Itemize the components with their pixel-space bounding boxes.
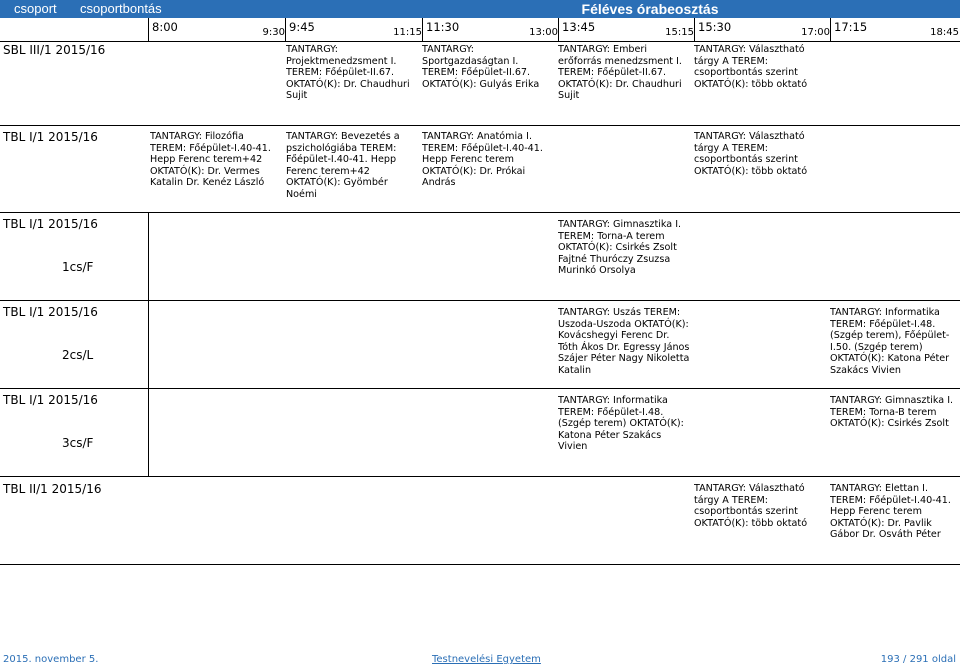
slot-end: 17:00 — [801, 27, 830, 38]
time-header — [148, 18, 960, 41]
label-divider — [148, 388, 149, 476]
schedule-entry[interactable]: TANTÁRGY: Úszás TEREM: Uszoda-Uszoda OKTATÓ(K): Kovácshegyi Ferenc Dr. Tóth Ákos Dr. Egressy János Szájer Péter Nagy Nikoletta Katalin — [558, 307, 690, 376]
schedule-entry[interactable]: TANTÁRGY: Emberi erőforrás menedzsment I. TEREM: Főépület-II.67. OKTATÓ(K): Dr. Chaudhuri Sujit — [558, 44, 682, 102]
schedule-entry[interactable]: TANTÁRGY: Projektmenedzsment I. TEREM: Főépület-II.67. OKTATÓ(K): Dr. Chaudhuri Sujit — [286, 44, 410, 102]
time-slot — [422, 18, 559, 41]
row-label: TBL II/1 2015/16 — [3, 482, 102, 496]
slot-start: 9:45 — [289, 20, 315, 34]
slot-start: 15:30 — [698, 20, 732, 34]
schedule-entry[interactable]: TANTÁRGY: Gimnasztika I. TEREM: Torna-A terem OKTATÓ(K): Csirkés Zsolt Fajtné Thuróczy Zsuzsa Murinkó Orsolya — [558, 219, 682, 277]
row-divider — [0, 212, 960, 213]
schedule-entry[interactable]: TANTÁRGY: Élettan I. TEREM: Főépület-I.40-41. Hepp Ferenc terem OKTATÓ(K): Dr. Pavlik Gábor Dr. Osváth Péter — [830, 483, 951, 541]
schedule-entry[interactable]: TANTÁRGY: Anatómia I. TEREM: Főépület-I.40-41. Hepp Ferenc terem OKTATÓ(K): Dr. Prókai András — [422, 131, 543, 189]
schedule-entry[interactable]: TANTÁRGY: Informatika TEREM: Főépület-I.48. (Szgép terem), Főépület-I.50. (Szgép terem) OKTATÓ(K): Katona Péter Szakács Vivien — [830, 307, 950, 376]
slot-start: 13:45 — [562, 20, 596, 34]
row-divider — [0, 125, 960, 126]
schedule-entry[interactable]: TANTÁRGY: Választható tárgy A TEREM: csoportbontás szerint OKTATÓ(K): több oktató — [694, 131, 808, 177]
slot-start: 17:15 — [834, 20, 868, 34]
row-label: SBL III/1 2015/16 — [3, 43, 106, 57]
slot-end: 13:00 — [529, 27, 558, 38]
time-slot — [558, 18, 695, 41]
schedule-entry[interactable]: TANTÁRGY: Informatika TEREM: Főépület-I.48. (Szgép terem) OKTATÓ(K): Katona Péter Szakács Vivien — [558, 395, 684, 453]
label-divider — [148, 300, 149, 388]
row-label: TBL I/1 2015/16 — [3, 217, 98, 231]
slot-end: 9:30 — [262, 27, 285, 38]
row-divider — [0, 564, 960, 565]
time-slot — [830, 18, 960, 41]
slot-end: 18:45 — [930, 27, 959, 38]
label-divider — [148, 212, 149, 300]
schedule-entry[interactable]: TANTÁRGY: Gimnasztika I. TEREM: Torna-B terem OKTATÓ(K): Csirkés Zsolt — [830, 395, 954, 430]
tab-csoportbontas[interactable]: csoportbontás — [80, 1, 162, 16]
row-subgroup: 1cs/F — [62, 260, 94, 274]
time-slot — [148, 18, 286, 41]
time-slot — [694, 18, 831, 41]
schedule-entry[interactable]: TANTÁRGY: Választható tárgy A TEREM: csoportbontás szerint OKTATÓ(K): több oktató — [694, 44, 808, 90]
slot-start: 11:30 — [426, 20, 460, 34]
row-subgroup: 3cs/F — [62, 436, 94, 450]
slot-start: 8:00 — [152, 20, 178, 34]
schedule-entry[interactable]: TANTÁRGY: Sportgazdaságtan I. TEREM: Főépület-II.67. OKTATÓ(K): Gulyás Erika — [422, 44, 540, 90]
slot-end: 11:15 — [393, 27, 422, 38]
row-label: TBL I/1 2015/16 — [3, 305, 98, 319]
schedule-entry[interactable]: TANTÁRGY: Filozófia TEREM: Főépület-I.40-41. Hepp Ferenc terem+42 OKTATÓ(K): Dr. Vermes Katalin Dr. Kenéz László — [150, 131, 271, 189]
tab-csoport[interactable]: csoport — [14, 1, 57, 16]
row-divider — [0, 388, 960, 389]
row-subgroup: 2cs/L — [62, 348, 94, 362]
row-divider — [0, 41, 960, 42]
time-slot — [285, 18, 423, 41]
footer-page-number: 193 / 291 oldal — [880, 654, 956, 665]
row-label: TBL I/1 2015/16 — [3, 130, 98, 144]
footer-institution-link[interactable]: Testnevelési Egyetem — [432, 654, 541, 665]
footer-date: 2015. november 5. — [3, 654, 99, 665]
row-divider — [0, 300, 960, 301]
row-label: TBL I/1 2015/16 — [3, 393, 98, 407]
page-title: Féléves órabeosztás — [581, 1, 719, 17]
schedule-entry[interactable]: TANTÁRGY: Választható tárgy A TEREM: csoportbontás szerint OKTATÓ(K): több oktató — [694, 483, 808, 529]
schedule-entry[interactable]: TANTÁRGY: Bevezetés a pszichológiába TEREM: Főépület-I.40-41. Hepp Ferenc terem+42 OKTATÓ(K): Gyömbér Noémi — [286, 131, 400, 200]
row-divider — [0, 476, 960, 477]
slot-end: 15:15 — [665, 27, 694, 38]
